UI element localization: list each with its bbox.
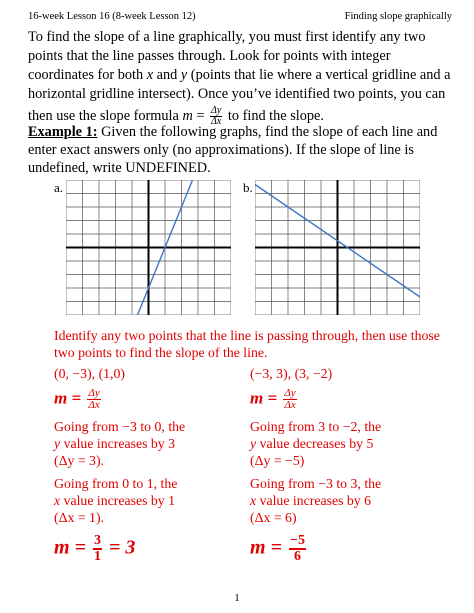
solution-b-final: m = $\frac{-5}{6}$ [250,533,305,564]
header-left: 16-week Lesson 16 (8-week Lesson 12) [28,11,196,22]
intro-line: To find the slope of a line graphically, you must first identify any two [28,29,426,45]
intro-line: then use the slope formula m = $\frac{\Delta y}{\Delta x}$ to find the slope. [28,105,324,127]
intro-line: horizontal gridline intersect). Once you’ve identified two points, you can [28,86,446,102]
solution-a-points: (0, −3), (1,0) [54,366,125,381]
page-number: 1 [234,592,240,604]
graph-b [255,180,420,315]
instruction-text: Identify any two points that the line is passing through, then use those two points to find the slope of the line. [54,328,440,360]
header-right: Finding slope graphically [344,11,452,22]
intro-line: coordinates for both x and y (points that lie where a vertical gridline and a [28,67,451,83]
graph-a-label: a. [54,180,64,195]
intro-paragraph [28,28,458,127]
graph-b-label: b. [243,180,253,195]
solution-a-y-change: Going from −3 to 0, the y value increases by 3 (Δy = 3). [54,419,186,468]
solution-a [54,365,185,564]
solution-a-final: m = $\frac{3}{1}$ = 3 [54,533,136,564]
solution-b-points: (−3, 3), (3, −2) [250,366,333,381]
example-label: Example 1: [28,124,98,140]
solution-a-x-change: Going from 0 to 1, the x value increases by 1 (Δx = 1). [54,476,178,525]
example-instructions: Example 1: Given the following graphs, find the slope of each line and enter exact answers only (no approximations). If the slope of line is undefined, write UNDEFINED. [28,124,438,176]
solution-b-x-change: Going from −3 to 3, the x value increases by 6 (Δx = 6) [250,476,382,525]
slope-formula-fraction: $\frac{\Delta y}{\Delta x}$ [211,105,222,127]
graph-a [66,180,231,315]
intro-line: points that the line passes through. Look for points with integer [28,48,391,64]
solution-b-y-change: Going from 3 to −2, the y value decreases by 5 (Δy = −5) [250,419,382,468]
solution-b [250,365,381,564]
solution-a-formula: m = $\frac{\Delta y}{\Delta x}$ [54,387,100,411]
solution-b-formula: m = $\frac{\Delta y}{\Delta x}$ [250,387,296,411]
